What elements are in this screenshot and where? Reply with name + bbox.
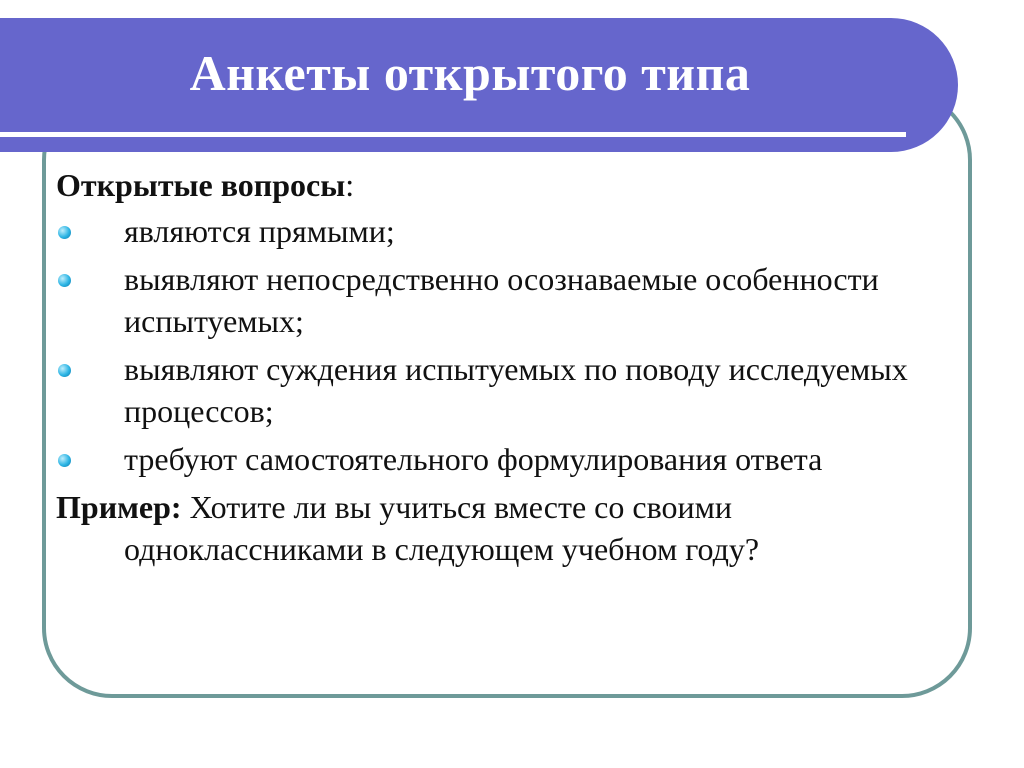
- bullet-item: [56, 438, 956, 480]
- example-label: Пример:: [56, 489, 182, 525]
- slide-content: [56, 164, 956, 570]
- bullet-item: [56, 258, 956, 342]
- bullet-text: являются прямыми;: [124, 213, 395, 249]
- title-underline: [0, 132, 906, 137]
- bullet-dot-icon: [58, 364, 71, 377]
- bullet-text: требуют самостоятельного формулирования ответа: [124, 441, 823, 477]
- example-paragraph: [56, 486, 956, 570]
- bullet-item: [56, 348, 956, 432]
- bullet-text: выявляют непосредственно осознаваемые особенности испытуемых;: [124, 261, 879, 339]
- heading-colon: :: [345, 167, 355, 203]
- bullet-text: выявляют суждения испытуемых по поводу исследуемых процессов;: [124, 351, 908, 429]
- bullet-dot-icon: [58, 274, 71, 287]
- example-text: Хотите ли вы учиться вместе со своими одноклассниками в следующем учебном году?: [124, 489, 760, 567]
- bullet-item: [56, 210, 956, 252]
- heading-text: Открытые вопросы: [56, 167, 346, 203]
- slide-title: Анкеты открытого типа: [189, 45, 751, 101]
- bullet-dot-icon: [58, 226, 71, 239]
- section-heading: [56, 164, 956, 206]
- bullet-dot-icon: [58, 454, 71, 467]
- bullet-list: [56, 210, 956, 480]
